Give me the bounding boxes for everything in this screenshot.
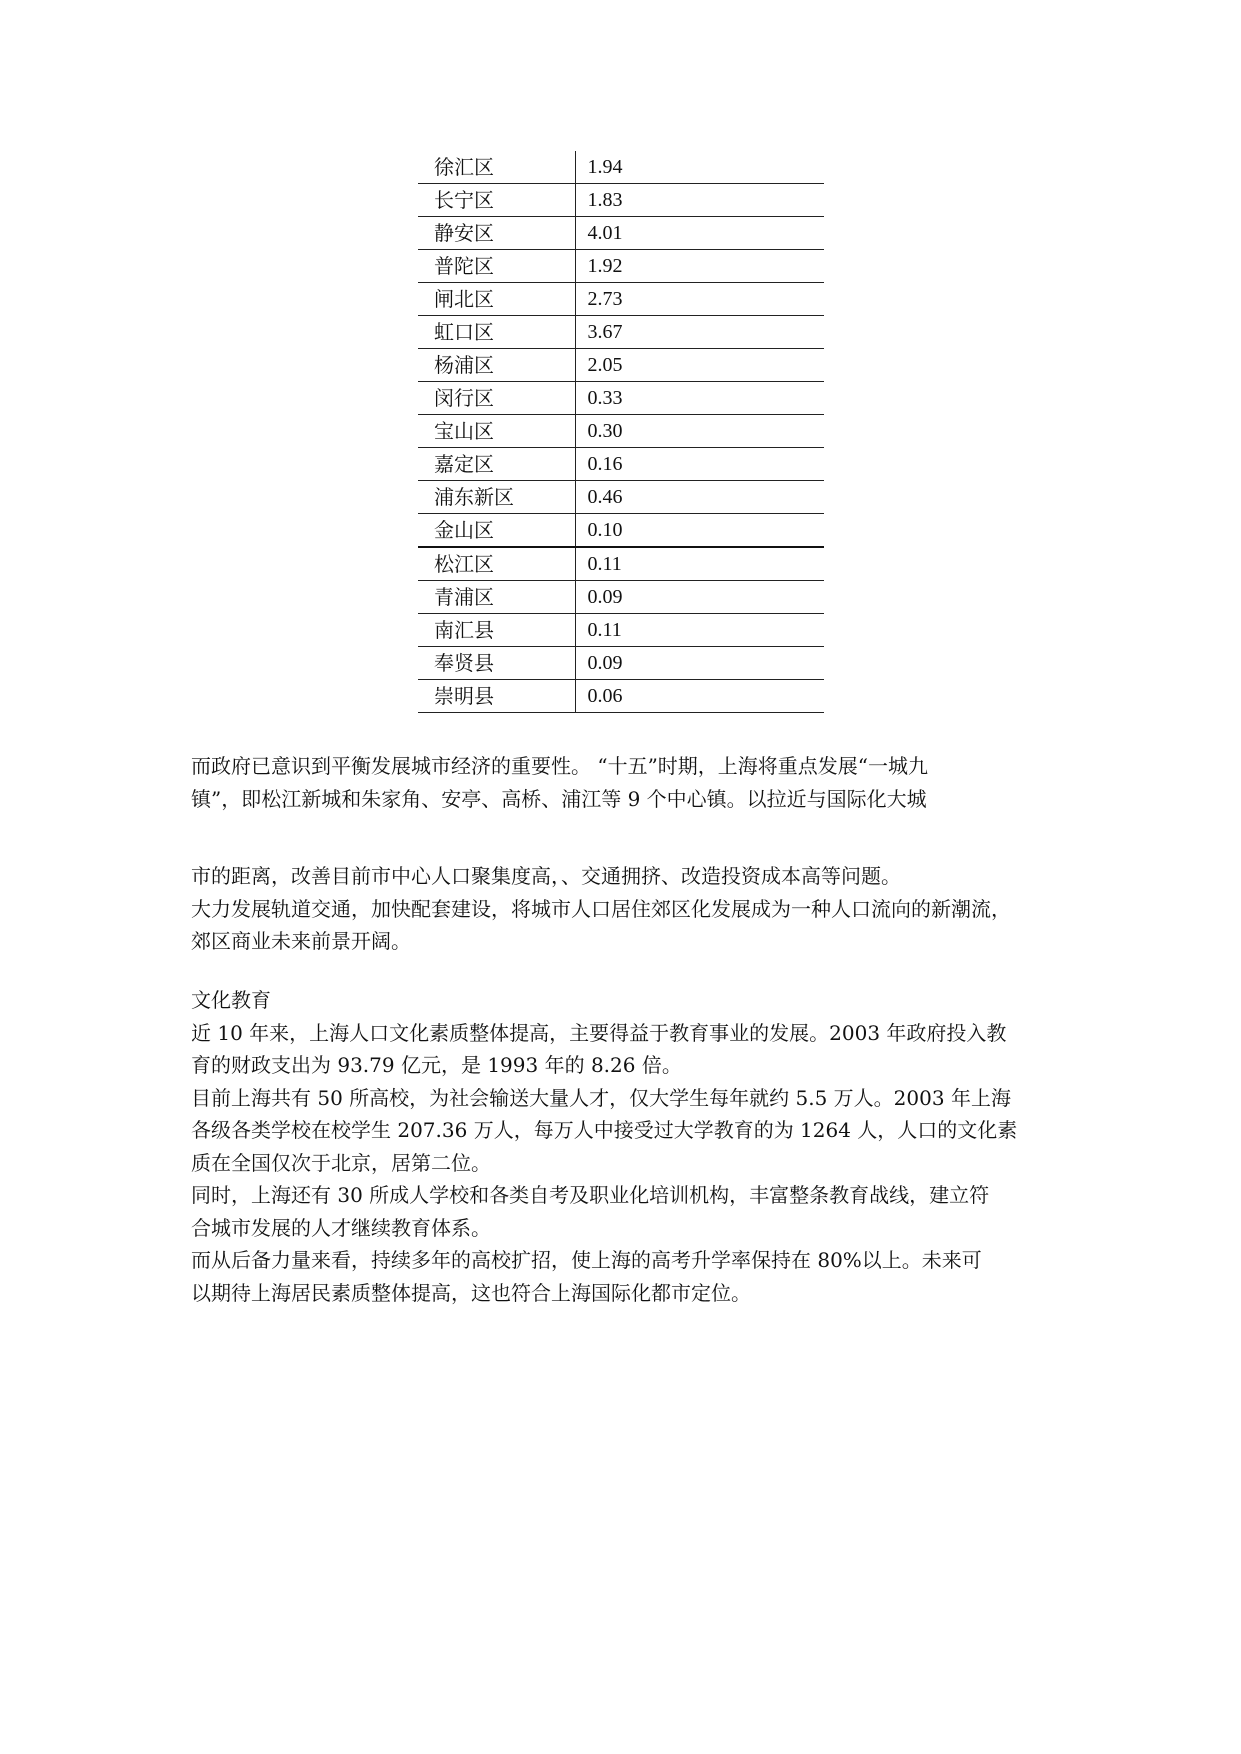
- district-value-cell: 0.30: [575, 415, 824, 448]
- table-row: [418, 217, 824, 250]
- district-value-cell: 1.92: [575, 250, 824, 283]
- section-heading: 文化教育: [191, 988, 271, 1012]
- section-education: [191, 984, 1051, 1309]
- table-row: [418, 184, 824, 217]
- paragraph-distance: [191, 860, 1051, 958]
- text-line: 质在全国仅次于北京，居第二位。: [191, 1150, 491, 1175]
- table-row: [418, 250, 824, 283]
- district-value-cell: 0.46: [575, 481, 824, 514]
- district-table-body: [418, 151, 824, 713]
- text-line: 合城市发展的人才继续教育体系。: [191, 1215, 491, 1240]
- district-name-cell: 南汇县: [418, 614, 575, 647]
- text-line: 镇”，即松江新城和朱家角、安亭、高桥、浦江等 9 个中心镇。以拉近与国际化大城: [191, 786, 927, 811]
- district-name-cell: 浦东新区: [418, 481, 575, 514]
- district-name-cell: 宝山区: [418, 415, 575, 448]
- table-row: [418, 151, 824, 184]
- paragraph-policy: [191, 750, 1051, 815]
- district-value-cell: 0.16: [575, 448, 824, 481]
- text-line: 大力发展轨道交通，加快配套建设，将城市人口居住郊区化发展成为一种人口流向的新潮流，: [191, 896, 1011, 921]
- district-name-cell: 闵行区: [418, 382, 575, 415]
- table-row: [418, 680, 824, 713]
- table-row: [418, 283, 824, 316]
- text-line: 育的财政支出为 93.79 亿元，是 1993 年的 8.26 倍。: [191, 1053, 682, 1077]
- table-row: [418, 547, 824, 581]
- district-value-cell: 4.01: [575, 217, 824, 250]
- district-value-cell: 0.11: [575, 547, 824, 581]
- district-value-cell: 0.33: [575, 382, 824, 415]
- table-row: [418, 647, 824, 680]
- table-row: [418, 481, 824, 514]
- text-line: 同时，上海还有 30 所成人学校和各类自考及职业化培训机构，丰富整条教育战线，建立符: [191, 1183, 990, 1207]
- district-name-cell: 青浦区: [418, 581, 575, 614]
- district-value-cell: 0.09: [575, 647, 824, 680]
- district-name-cell: 闸北区: [418, 283, 575, 316]
- table-row: [418, 382, 824, 415]
- text-line: 郊区商业未来前景开阔。: [191, 929, 411, 953]
- district-name-cell: 静安区: [418, 217, 575, 250]
- table-row: [418, 349, 824, 382]
- text-line: 各级各类学校在校学生 207.36 万人，每万人中接受过大学教育的为 1264 人，人口的文化素: [191, 1118, 1018, 1142]
- text-line: 近 10 年来，上海人口文化素质整体提高，主要得益于教育事业的发展。2003 年政府投入教: [191, 1020, 1007, 1045]
- district-name-cell: 虹口区: [418, 316, 575, 349]
- district-name-cell: 松江区: [418, 547, 575, 581]
- district-value-cell: 0.10: [575, 514, 824, 548]
- district-value-cell: 3.67: [575, 316, 824, 349]
- table-row: [418, 581, 824, 614]
- district-value-cell: 0.06: [575, 680, 824, 713]
- district-value-cell: 0.09: [575, 581, 824, 614]
- text-line: 而从后备力量来看，持续多年的高校扩招，使上海的高考升学率保持在 80%以上。未来可: [191, 1248, 982, 1272]
- text-line: 以期待上海居民素质整体提高，这也符合上海国际化都市定位。: [191, 1280, 751, 1305]
- district-name-cell: 嘉定区: [418, 448, 575, 481]
- table-row: [418, 514, 824, 548]
- district-name-cell: 长宁区: [418, 184, 575, 217]
- table-row: [418, 316, 824, 349]
- table-row: [418, 415, 824, 448]
- table-row: [418, 448, 824, 481]
- district-name-cell: 普陀区: [418, 250, 575, 283]
- district-table: [418, 151, 824, 713]
- district-value-cell: 1.94: [575, 151, 824, 184]
- district-value-cell: 1.83: [575, 184, 824, 217]
- district-name-cell: 崇明县: [418, 680, 575, 713]
- text-line: 市的距离，改善目前市中心人口聚集度高，、交通拥挤、改造投资成本高等问题。: [191, 864, 901, 888]
- district-name-cell: 金山区: [418, 514, 575, 548]
- table-row: [418, 614, 824, 647]
- district-value-cell: 2.73: [575, 283, 824, 316]
- district-value-cell: 0.11: [575, 614, 824, 647]
- text-line: 而政府已意识到平衡发展城市经济的重要性。 “十五”时期，上海将重点发展“一城九: [191, 754, 929, 778]
- district-name-cell: 奉贤县: [418, 647, 575, 680]
- district-name-cell: 杨浦区: [418, 349, 575, 382]
- text-line: 目前上海共有 50 所高校，为社会输送大量人才，仅大学生每年就约 5.5 万人。2003 年上海: [191, 1085, 1011, 1110]
- district-name-cell: 徐汇区: [418, 151, 575, 184]
- district-value-cell: 2.05: [575, 349, 824, 382]
